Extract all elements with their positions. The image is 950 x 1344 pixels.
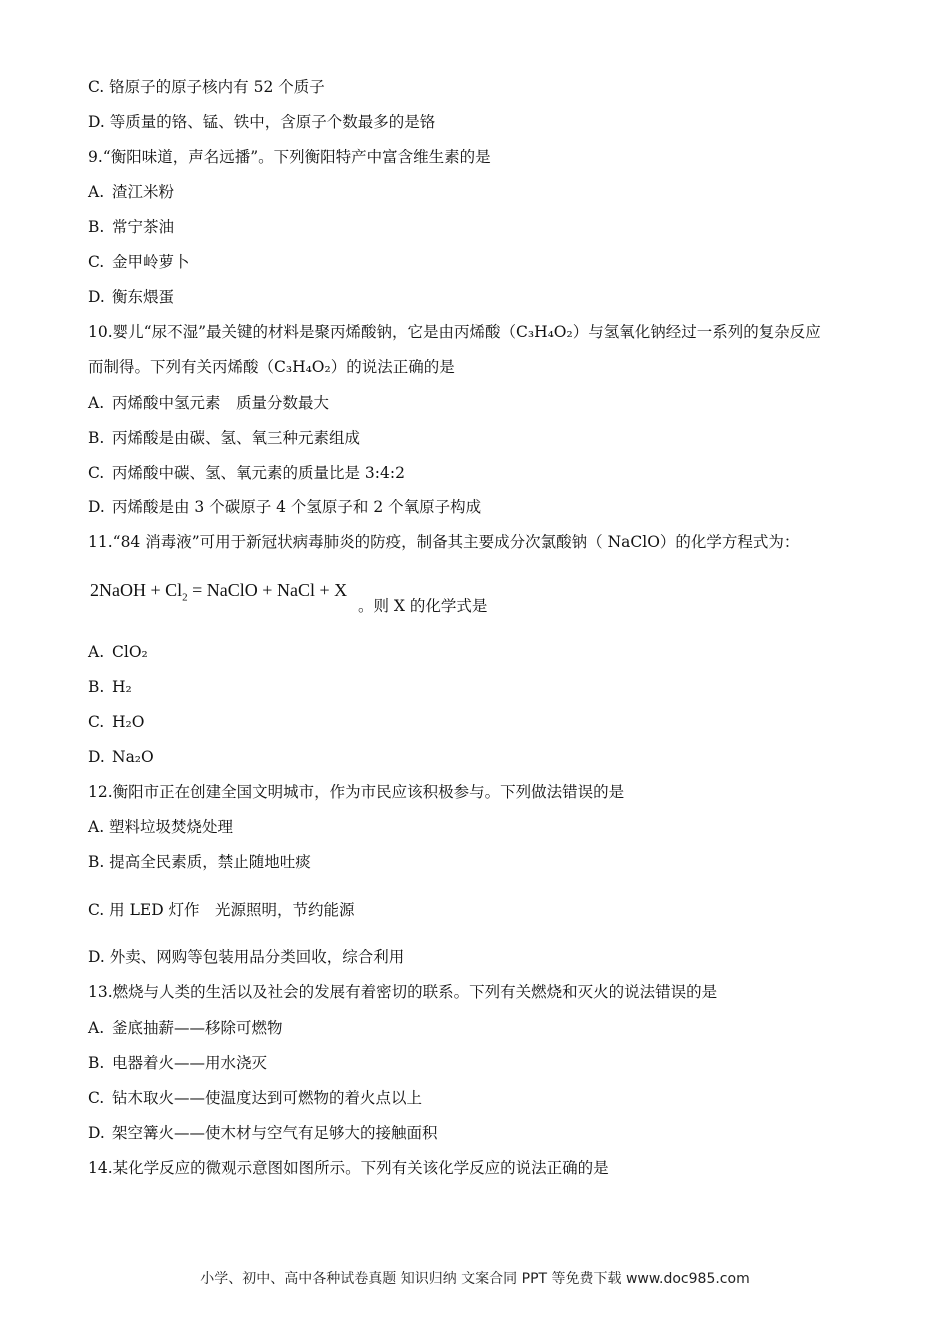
text-line [88, 947, 404, 967]
line-text: 丙烯酸是由碳、氢、氧三种元素组成 [112, 429, 361, 447]
line-text: 9.“衡阳味道，声名远播”。下列衡阳特产中富含维生素的是 [88, 148, 491, 166]
line-text: C. 用 LED 灯作 光源照明，节约能源 [88, 901, 355, 919]
answer-option [88, 747, 154, 767]
line-text: 14.某化学反应的微观示意图如图所示。下列有关该化学反应的说法正确的是 [88, 1159, 609, 1177]
answer-option [88, 712, 144, 732]
line-text: 丙烯酸中氢元素 质量分数最大 [112, 394, 330, 412]
answer-option [88, 393, 329, 413]
line-text: 13.燃烧与人类的生活以及社会的发展有着密切的联系。下列有关燃烧和灭火的说法错误的是 [88, 983, 718, 1001]
line-text: A. 塑料垃圾焚烧处理 [88, 818, 234, 836]
text-line [88, 852, 311, 872]
option-letter: A. [88, 394, 105, 412]
option-letter: D. [88, 1124, 105, 1142]
answer-option [88, 677, 132, 697]
option-letter: B. [88, 218, 105, 236]
text-line [88, 817, 233, 837]
line-text: 丙烯酸中碳、氢、氧元素的质量比是 3:4:2 [112, 464, 405, 482]
option-letter: D. [88, 748, 105, 766]
option-letter: D. [88, 288, 105, 306]
text-line [88, 112, 435, 132]
option-letter: D. [88, 498, 105, 516]
line-text: 渣江米粉 [112, 183, 175, 201]
text-line [88, 900, 355, 920]
line-text: 常宁茶油 [112, 218, 175, 236]
line-text: B. 提高全民素质，禁止随地吐痰 [88, 853, 311, 871]
line-text: 金甲岭萝卜 [112, 253, 190, 271]
line-text: 衡东煨蛋 [112, 288, 175, 306]
text-line [88, 532, 799, 552]
line-text: Na₂O [112, 748, 154, 766]
answer-option [88, 463, 405, 483]
text-line [88, 147, 491, 167]
option-letter: C. [88, 464, 105, 482]
option-letter: A. [88, 183, 105, 201]
line-text: ClO₂ [112, 643, 148, 661]
option-letter: A. [88, 1019, 105, 1037]
equation-subscript: 2 [182, 591, 188, 604]
answer-option [88, 642, 148, 662]
option-letter: C. [88, 253, 105, 271]
line-text: 电器着火——用水浇灭 [112, 1054, 268, 1072]
line-text: 12.衡阳市正在创建全国文明城市，作为市民应该积极参与。下列做法错误的是 [88, 783, 625, 801]
line-text: C. 铬原子的原子核内有 52 个质子 [88, 78, 325, 96]
text-line [88, 357, 455, 377]
answer-option [88, 217, 174, 237]
option-letter: C. [88, 713, 105, 731]
line-text: H₂ [112, 678, 132, 696]
answer-option [88, 1018, 283, 1038]
line-text: 钻木取火——使温度达到可燃物的着火点以上 [112, 1089, 423, 1107]
line-text: 而制得。下列有关丙烯酸（C₃H₄O₂）的说法正确的是 [88, 358, 455, 376]
text-line [88, 322, 821, 342]
answer-option [88, 287, 174, 307]
option-letter: B. [88, 429, 105, 447]
equation-right: = NaClO + NaCl + X [187, 580, 348, 600]
text-line [88, 782, 624, 802]
text-line [88, 982, 717, 1002]
answer-option [88, 1123, 438, 1143]
answer-option [88, 182, 174, 202]
text-line [88, 1158, 609, 1178]
chemical-equation [90, 580, 347, 604]
answer-option [88, 497, 481, 517]
answer-option [88, 252, 190, 272]
equation-left: 2NaOH + Cl [90, 580, 183, 600]
line-text: 11.“84 消毒液”可用于新冠状病毒肺炎的防疫，制备其主要成分次氯酸钠（ NaClO）的化学方程式为： [88, 533, 800, 551]
line-text: 10.婴儿“尿不湿”最关键的材料是聚丙烯酸钠，它是由丙烯酸（C₃H₄O₂）与氢氧化钠经过一系列的复杂反应 [88, 323, 821, 341]
answer-option [88, 1088, 422, 1108]
page-footer: 小学、初中、高中各种试卷真题 知识归纳 文案合同 PPT 等免费下载 www.doc985.com [200, 1271, 750, 1287]
option-letter: B. [88, 1054, 105, 1072]
line-text: D. 外卖、网购等包装用品分类回收，综合利用 [88, 948, 405, 966]
line-text: H₂O [112, 713, 145, 731]
answer-option [88, 428, 360, 448]
line-text: 釜底抽薪——移除可燃物 [112, 1019, 283, 1037]
answer-option [88, 1053, 267, 1073]
option-letter: A. [88, 643, 105, 661]
text-line [88, 77, 325, 97]
equation-question: 。则 X 的化学式是 [358, 597, 488, 615]
line-text: 架空篝火——使木材与空气有足够大的接触面积 [112, 1124, 438, 1142]
line-text: D. 等质量的铬、锰、铁中，含原子个数最多的是铬 [88, 113, 436, 131]
option-letter: C. [88, 1089, 105, 1107]
line-text: 丙烯酸是由 3 个碳原子 4 个氢原子和 2 个氧原子构成 [112, 498, 482, 516]
option-letter: B. [88, 678, 105, 696]
